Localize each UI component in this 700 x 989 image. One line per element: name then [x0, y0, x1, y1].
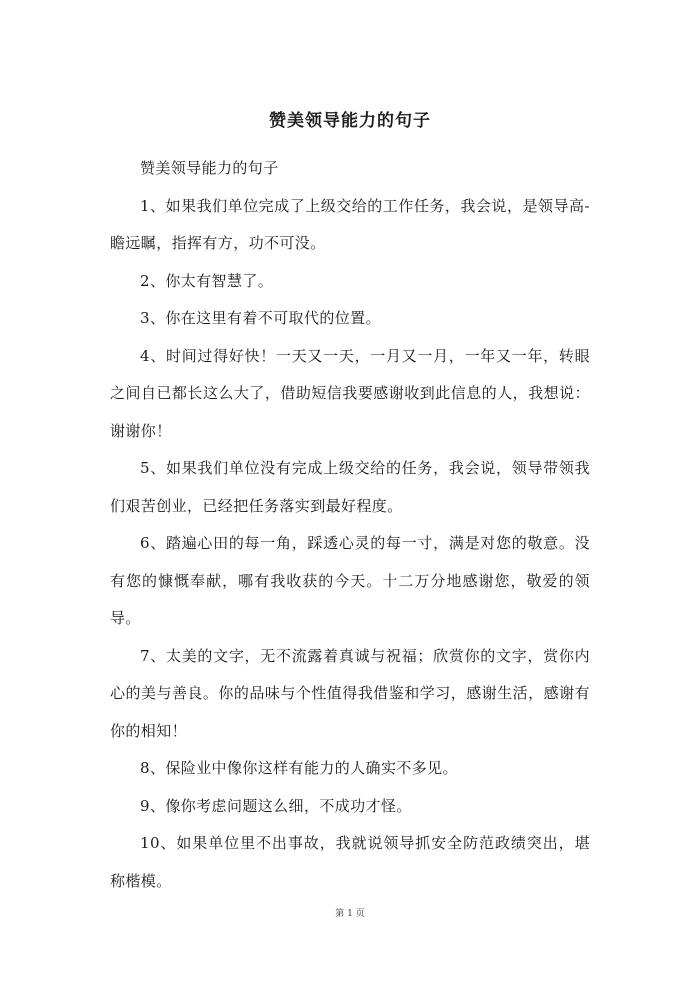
document-body [110, 150, 590, 900]
page-number: 第 1 页 [335, 909, 365, 919]
paragraph-item-7: 7、太美的文字，无不流露着真诚与祝福；欣赏你的文字，赏你内心的美与善良。你的品味与个性值得我借鉴和学习，感谢生活，感谢有你的相知！ [110, 646, 590, 740]
paragraph-item-2: 2、你太有智慧了。 [140, 271, 274, 290]
paragraph-heading: 赞美领导能力的句子 [140, 159, 279, 177]
paragraph-item-10: 10、如果单位里不出事故，我就说领导抓安全防范政绩突出，堪称楷模。 [110, 834, 590, 890]
paragraph-item-5: 5、如果我们单位没有完成上级交给的任务，我会说，领导带领我们艰苦创业，已经把任务落实到最好程度。 [110, 459, 590, 515]
document-title: 赞美领导能力的句子 [269, 111, 431, 131]
paragraph-item-3: 3、你在这里有着不可取代的位置。 [140, 309, 381, 327]
paragraph-item-6: 6、踏遍心田的每一角，踩透心灵的每一寸，满是对您的敬意。没有您的慷慨奉献，哪有我收获的今天。十二万分地感谢您，敬爱的领导。 [110, 534, 590, 627]
paragraph-item-1: 1、如果我们单位完成了上级交给的工作任务，我会说，是领导高-瞻远瞩，指挥有方，功不可没。 [110, 196, 590, 252]
paragraph-item-8: 8、保险业中像你这样有能力的人确实不多见。 [140, 759, 458, 777]
paragraph-item-4: 4、时间过得好快！一天又一天，一月又一月，一年又一年，转眼之间自已都长这么大了，借助短信我要感谢收到此信息的人，我想说：谢谢你！ [110, 346, 590, 440]
paragraph-item-9: 9、像你考虑问题这么细，不成功才怪。 [140, 796, 412, 815]
